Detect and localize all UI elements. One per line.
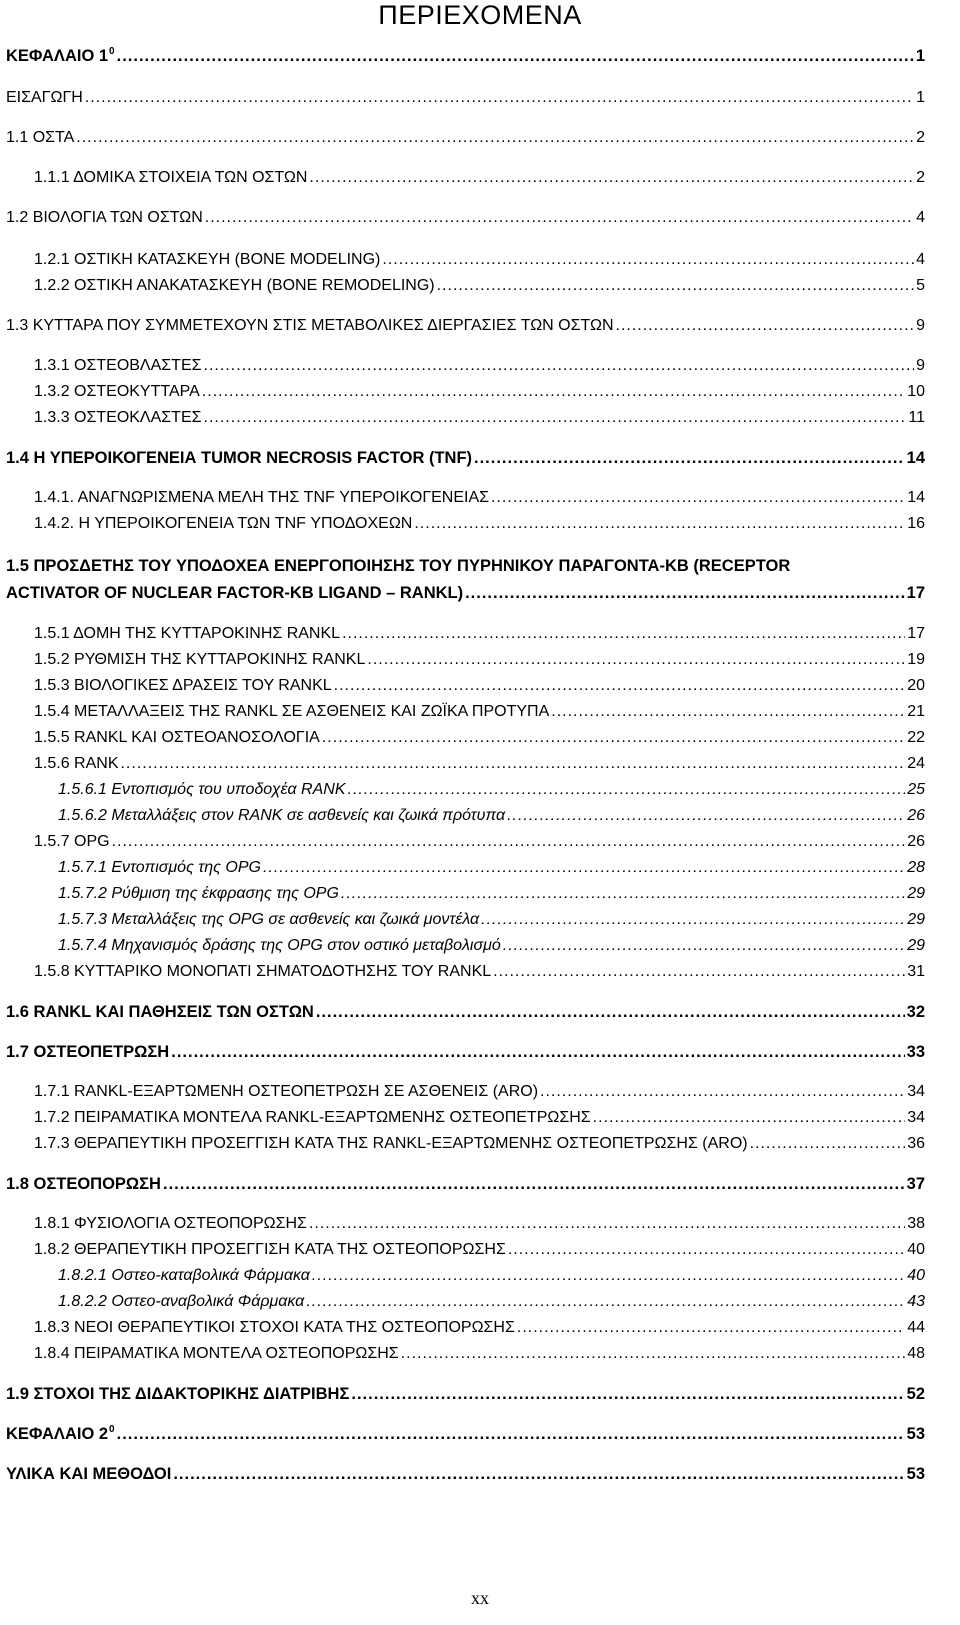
dot-leader (309, 1214, 905, 1234)
toc-entry-title: 1.5.6.1 Εντοπισμός του υποδοχέα RANK (58, 781, 346, 798)
dot-leader (173, 1464, 904, 1484)
toc-entry-page: 52 (906, 1385, 925, 1403)
toc-entry-title: 1.1.1 ΔΟΜΙΚΑ ΣΤΟΙΧΕΙΑ ΤΩΝ ΟΣΤΩΝ (34, 169, 308, 186)
toc-entry-page: 48 (907, 1345, 925, 1362)
toc-entry-title: 1.2 ΒΙΟΛΟΓΙΑ ΤΩΝ ΟΣΤΩΝ (6, 209, 203, 226)
toc-entry-page: 17 (906, 584, 925, 602)
toc-entry-title: 1.5.3 ΒΙΟΛΟΓΙΚΕΣ ΔΡΑΣΕΙΣ ΤΟΥ RANKL (34, 677, 332, 694)
toc-entry[interactable] (34, 676, 925, 696)
toc-entry[interactable] (34, 1318, 925, 1338)
toc-entry-page: 17 (907, 625, 925, 642)
toc-entry-title: 1.7.2 ΠΕΙΡΑΜΑΤΙΚΑ ΜΟΝΤΕΛΑ RANKL-ΕΞΑΡΤΩΜΕΝΗΣ ΟΣΤΕΟΠΕΤΡΩΣΗΣ (34, 1109, 591, 1126)
dot-leader (204, 356, 915, 376)
toc-entry-title: 1.5.2 ΡΥΘΜΙΣΗ ΤΗΣ ΚΥΤΤΑΡΟΚΙΝΗΣ RANKL (34, 651, 366, 668)
toc-entry[interactable] (6, 1464, 925, 1484)
toc-entry[interactable] (34, 514, 925, 534)
dot-leader (503, 936, 905, 956)
toc-entry-page: 53 (906, 1425, 925, 1443)
dot-leader (382, 250, 914, 270)
toc-entry[interactable] (58, 910, 925, 930)
toc-entry-title: 1.1 ΟΣΤΑ (6, 129, 75, 146)
toc-entry-page: 25 (907, 781, 925, 798)
toc-entry-page: 31 (907, 963, 925, 980)
toc-entry[interactable] (6, 208, 925, 228)
toc-entry-heading[interactable]: 1.5 ΠΡΟΣΔΕΤΗΣ ΤΟΥ ΥΠΟΔΟΧΕΑ ΕΝΕΡΓΟΠΟΙΗΣΗΣ ΤΟΥ ΠΥΡΗΝΙΚΟΥ ΠΑΡΑΓΟΝΤΑ-ΚΒ (RECEPTOR (6, 557, 791, 575)
dot-leader (312, 1266, 905, 1286)
toc-entry-title: 1.5.8 ΚΥΤΤΑΡΙΚΟ ΜΟΝΟΠΑΤΙ ΣΗΜΑΤΟΔΟΤΗΣΗΣ ΤΟΥ RANKL (34, 963, 492, 980)
toc-entry[interactable] (34, 382, 925, 402)
toc-entry-page: 22 (907, 729, 925, 746)
toc-entry-page: 32 (906, 1003, 925, 1021)
toc-entry-page: 38 (907, 1215, 925, 1232)
toc-entry-title: 1.5.7.3 Μεταλλάξεις της OPG σε ασθενείς και ζωικά μοντέλα (58, 911, 480, 928)
toc-entry[interactable] (58, 1292, 925, 1312)
toc-entry-page: 9 (916, 357, 925, 374)
toc-entry-page: 2 (916, 129, 925, 146)
toc-entry-page: 40 (907, 1241, 925, 1258)
toc-entry-title: ACTIVATOR OF NUCLEAR FACTOR-KB LIGAND – RANKL) (6, 584, 464, 602)
page-title: ΠΕΡΙΕΧΟΜΕΝΑ (378, 0, 582, 30)
dot-leader (202, 382, 905, 402)
toc-entry-title: 1.8.1 ΦΥΣΙΟΛΟΓΙΑ ΟΣΤΕΟΠΟΡΩΣΗΣ (34, 1215, 307, 1232)
dot-leader (491, 488, 905, 508)
toc-entry-page: 14 (907, 489, 925, 506)
toc-entry-title: 1.2.1 ΟΣΤΙΚΗ ΚΑΤΑΣΚΕΥΗ (BONE MODELING) (34, 251, 381, 268)
dot-leader (616, 316, 915, 336)
toc-entry[interactable] (6, 88, 925, 108)
toc-entry-title: 1.5.6.2 Μεταλλάξεις στον RANK σε ασθενείς και ζωικά πρότυπα (58, 807, 506, 824)
dot-leader (401, 1344, 906, 1364)
toc-entry[interactable] (6, 448, 925, 468)
toc-entry-page: 1 (916, 89, 925, 106)
toc-entry[interactable] (34, 832, 925, 852)
dot-leader (507, 806, 905, 826)
toc-entry-title: 1.5.7 OPG (34, 833, 110, 850)
toc-entry-title: 1.5.5 RANKL ΚΑΙ ΟΣΤΕΟΑΝΟΣΟΛΟΓΙΑ (34, 729, 320, 746)
toc-entry[interactable] (6, 583, 925, 603)
toc-entry[interactable] (58, 806, 925, 826)
toc-entry[interactable] (6, 1174, 925, 1194)
toc-entry-page: 43 (907, 1293, 925, 1310)
dot-leader (85, 88, 914, 108)
dot-leader (306, 1292, 905, 1312)
toc-entry-title: 1.5.7.1 Εντοπισμός της OPG (58, 859, 261, 876)
toc-entry-page: 34 (907, 1083, 925, 1100)
toc-entry[interactable] (6, 1042, 925, 1062)
page-number-footer: xx (471, 1588, 489, 1608)
toc-entry-title: 1.5.6 RANK (34, 755, 119, 772)
toc-entry-page: 36 (907, 1135, 925, 1152)
toc-entry-page: 19 (907, 651, 925, 668)
toc-entry[interactable] (34, 408, 925, 428)
dot-leader (204, 408, 907, 428)
toc-entry-page: 20 (907, 677, 925, 694)
toc-entry[interactable] (34, 1108, 925, 1128)
toc-entry-page: 34 (907, 1109, 925, 1126)
toc-entry-page: 26 (907, 807, 925, 824)
dot-leader (351, 1384, 904, 1404)
toc-entry-title: 1.8.4 ΠΕΙΡΑΜΑΤΙΚΑ ΜΟΝΤΕΛΑ ΟΣΤΕΟΠΟΡΩΣΗΣ (34, 1345, 399, 1362)
dot-leader (750, 1134, 906, 1154)
toc-entry-title: 1.9 ΣΤΟΧΟΙ ΤΗΣ ΔΙΔΑΚΤΟΡΙΚΗΣ ΔΙΑΤΡΙΒΗΣ (6, 1385, 350, 1403)
dot-leader (76, 128, 914, 148)
toc-entry[interactable] (34, 488, 925, 508)
toc-entry-title: 1.8.2.1 Οστεο-καταβολικά Φάρμακα (58, 1267, 310, 1284)
toc-entry[interactable] (34, 624, 925, 644)
toc-entry[interactable] (34, 168, 925, 188)
dot-leader (171, 1042, 904, 1062)
dot-leader (517, 1318, 905, 1338)
superscript: 0 (109, 46, 115, 57)
toc-entry[interactable] (34, 962, 925, 982)
toc-entry-page: 53 (906, 1465, 925, 1483)
toc-entry[interactable] (6, 128, 925, 148)
toc-entry-page: 40 (907, 1267, 925, 1284)
toc-entry-title: ΥΛΙΚΑ ΚΑΙ ΜΕΘΟΔΟΙ (6, 1465, 172, 1483)
toc-entry-title: 1.3.3 ΟΣΤΕΟΚΛΑΣΤΕΣ (34, 409, 202, 426)
dot-leader (342, 624, 905, 644)
toc-entry[interactable] (6, 46, 925, 69)
dot-leader (481, 910, 905, 930)
toc-entry-title: 1.8.2.2 Οστεο-αναβολικά Φάρμακα (58, 1293, 305, 1310)
dot-leader (334, 676, 906, 696)
dot-leader (367, 650, 905, 670)
toc-entry-title: 1.6 RANKL ΚΑΙ ΠΑΘΗΣΕΙΣ ΤΩΝ ΟΣΤΩΝ (6, 1003, 314, 1021)
toc-entry-page: 37 (906, 1175, 925, 1193)
toc-entry-title: 1.7 ΟΣΤΕΟΠΕΤΡΩΣΗ (6, 1043, 170, 1061)
toc-entry[interactable] (6, 1384, 925, 1404)
toc-entry-title: 1.8.2 ΘΕΡΑΠΕΥΤΙΚΗ ΠΡΟΣΕΓΓΙΣΗ ΚΑΤΑ ΤΗΣ ΟΣΤΕΟΠΟΡΩΣΗΣ (34, 1241, 506, 1258)
dot-leader (508, 1240, 905, 1260)
toc-entry-page: 28 (907, 859, 925, 876)
dot-leader (540, 1082, 905, 1102)
toc-entry-page: 29 (907, 937, 925, 954)
dot-leader (465, 583, 905, 603)
dot-leader (316, 1002, 905, 1022)
dot-leader (263, 858, 905, 878)
toc-entry-title: 1.7.3 ΘΕΡΑΠΕΥΤΙΚΗ ΠΡΟΣΕΓΓΙΣΗ ΚΑΤΑ ΤΗΣ RANKL-ΕΞΑΡΤΩΜΕΝΗΣ ΟΣΤΕΟΠΕΤΡΩΣΗΣ (ARO) (34, 1135, 748, 1152)
toc-entry[interactable] (34, 754, 925, 774)
toc-entry-page: 2 (916, 169, 925, 186)
dot-leader (309, 168, 914, 188)
toc-entry[interactable] (58, 858, 925, 878)
toc-entry[interactable] (34, 276, 925, 296)
toc-entry[interactable] (34, 1134, 925, 1154)
dot-leader (437, 276, 914, 296)
dot-leader (117, 1424, 905, 1444)
toc-entry-title: 1.5.4 ΜΕΤΑΛΛΑΞΕΙΣ ΤΗΣ RANKL ΣΕ ΑΣΘΕΝΕΙΣ ΚΑΙ ΖΩΪΚΑ ΠΡΟΤΥΠΑ (34, 703, 550, 720)
toc-entry-page: 21 (907, 703, 925, 720)
toc-entry[interactable] (58, 1266, 925, 1286)
toc-entry-title: ΚΕΦΑΛΑΙΟ $2^0$ (6, 1424, 115, 1443)
toc-entry[interactable] (6, 1424, 925, 1447)
toc-entry[interactable] (34, 1344, 925, 1364)
toc-entry-title: 1.4.1. ΑΝΑΓΝΩΡΙΣΜΕΝΑ ΜΕΛΗ ΤΗΣ TNF ΥΠΕΡΟΙΚΟΓΕΝΕΙΑΣ (34, 489, 490, 506)
toc-entry[interactable] (58, 936, 925, 956)
dot-leader (163, 1174, 905, 1194)
dot-leader (474, 448, 905, 468)
dot-leader (593, 1108, 906, 1128)
toc-entry-page: 29 (907, 885, 925, 902)
toc-entry-title: ΚΕΦΑΛΑΙΟ $1^0$ (6, 46, 115, 65)
dot-leader (348, 780, 906, 800)
dot-leader (414, 514, 905, 534)
toc-entry-page: 44 (907, 1319, 925, 1336)
dot-leader (551, 702, 905, 722)
dot-leader (117, 46, 914, 66)
toc-entry-title: 1.3.1 ΟΣΤΕΟΒΛΑΣΤΕΣ (34, 357, 202, 374)
dot-leader (493, 962, 905, 982)
toc-entry-page: 26 (907, 833, 925, 850)
toc-entry-page: 4 (916, 209, 925, 226)
toc-entry[interactable] (6, 316, 925, 336)
dot-leader (205, 208, 914, 228)
toc-entry-page: 29 (907, 911, 925, 928)
toc-entry-page: 33 (906, 1043, 925, 1061)
toc-entry[interactable] (34, 1240, 925, 1260)
dot-leader (341, 884, 905, 904)
dot-leader (120, 754, 905, 774)
toc-entry-title: 1.5.1 ΔΟΜΗ ΤΗΣ ΚΥΤΤΑΡΟΚΙΝΗΣ RANKL (34, 625, 341, 642)
superscript: 0 (109, 1424, 115, 1435)
toc-entry-title: 1.5.7.2 Ρύθμιση της έκφρασης της OPG (58, 885, 339, 902)
toc-entry-title: 1.7.1 RANKL-ΕΞΑΡΤΩΜΕΝΗ ΟΣΤΕΟΠΕΤΡΩΣΗ ΣΕ ΑΣΘΕΝΕΙΣ (ARO) (34, 1083, 539, 1100)
toc-entry[interactable] (34, 728, 925, 748)
toc-entry-page: 24 (907, 755, 925, 772)
toc-entry[interactable] (6, 1002, 925, 1022)
toc-entry[interactable] (34, 356, 925, 376)
toc-entry-page: 4 (916, 251, 925, 268)
toc-entry[interactable] (34, 650, 925, 670)
toc-entry-title: 1.4.2. Η ΥΠΕΡΟΙΚΟΓΕΝΕΙΑ ΤΩΝ TNF ΥΠΟΔΟΧΕΩΝ (34, 515, 413, 532)
toc-entry-page: 16 (907, 515, 925, 532)
toc-entry-page: 14 (906, 449, 925, 467)
toc-entry[interactable] (34, 250, 925, 270)
toc-entry[interactable] (34, 1214, 925, 1234)
dot-leader (112, 832, 906, 852)
dot-leader (322, 728, 905, 748)
toc-entry-page: 5 (916, 277, 925, 294)
toc-entry-title: 1.3 ΚΥΤΤΑΡΑ ΠΟΥ ΣΥΜΜΕΤΕΧΟΥΝ ΣΤΙΣ ΜΕΤΑΒΟΛΙΚΕΣ ΔΙΕΡΓΑΣΙΕΣ ΤΩΝ ΟΣΤΩΝ (6, 317, 614, 334)
toc-entry-page: 9 (916, 317, 925, 334)
toc-entry[interactable] (34, 1082, 925, 1102)
toc-entry-title: 1.3.2 ΟΣΤΕΟΚΥΤΤΑΡΑ (34, 383, 200, 400)
toc-entry-title: 1.8.3 ΝΕΟΙ ΘΕΡΑΠΕΥΤΙΚΟΙ ΣΤΟΧΟΙ ΚΑΤΑ ΤΗΣ ΟΣΤΕΟΠΟΡΩΣΗΣ (34, 1319, 515, 1336)
toc-entry-title: 1.4 Η ΥΠΕΡΟΙΚΟΓΕΝΕΙΑ TUMOR NECROSIS FACTOR (TNF) (6, 449, 473, 467)
toc-entry[interactable] (58, 780, 925, 800)
toc-entry-page: 1 (915, 47, 925, 65)
toc-entry-page: 10 (907, 383, 925, 400)
toc-entry-title: 1.2.2 ΟΣΤΙΚΗ ΑΝΑΚΑΤΑΣΚΕΥΗ (BONE REMODELING) (34, 277, 435, 294)
toc-entry[interactable] (34, 702, 925, 722)
toc-entry-title: 1.8 ΟΣΤΕΟΠΟΡΩΣΗ (6, 1175, 161, 1193)
toc-entry-page: 11 (908, 409, 925, 426)
toc-entry-title: ΕΙΣΑΓΩΓΗ (6, 89, 83, 106)
toc-entry-title: 1.5.7.4 Μηχανισμός δράσης της OPG στον οστικό μεταβολισμό (58, 937, 501, 954)
toc-entry[interactable] (58, 884, 925, 904)
